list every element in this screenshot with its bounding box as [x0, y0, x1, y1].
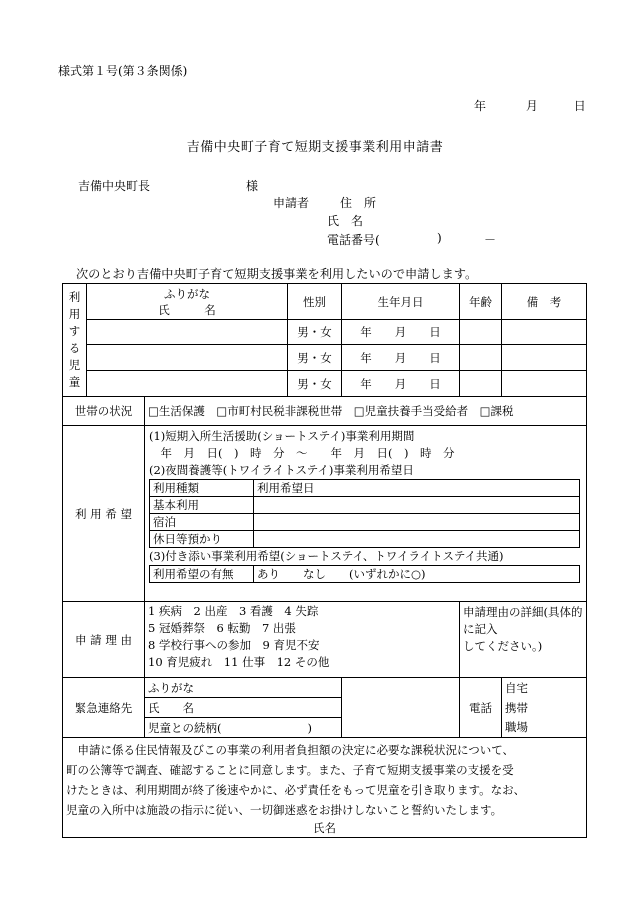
birth-header: 生年月日: [342, 284, 460, 320]
date-cell[interactable]: [254, 497, 580, 514]
twilight-title: (2)夜間養護等(トワイライトステイ)事業利用希望日: [149, 463, 414, 477]
birth-cell[interactable]: 年 月 日: [342, 345, 460, 371]
emergency-phone-label: 電話: [460, 678, 502, 738]
notes-header: 備 考: [502, 284, 587, 320]
child-name-cell[interactable]: [87, 345, 288, 371]
phone-dash: －: [484, 233, 497, 247]
application-form-table: [62, 283, 587, 838]
usage-row: [63, 426, 587, 602]
reason-line: 8 学校行事への参加 9 育児不安: [148, 638, 320, 652]
usage-content: [145, 426, 587, 602]
birth-cell[interactable]: 年 月 日: [342, 371, 460, 397]
consent-line: 児童の入所中は施設の指示に従い、一切御迷惑をお掛けしないこと誓約いたします。: [66, 802, 503, 817]
form-number-label: 様式第１号(第３条関係): [58, 64, 188, 78]
date-cell[interactable]: [254, 531, 580, 548]
signature-label: 氏名: [313, 820, 336, 835]
notes-cell[interactable]: [502, 320, 587, 345]
relation-label: 児童との続柄(: [148, 720, 222, 735]
phone-work[interactable]: 職場: [502, 718, 587, 738]
child-name-cell[interactable]: [87, 320, 288, 345]
gender-cell[interactable]: 男・女: [288, 371, 342, 397]
side-char: る: [68, 341, 81, 355]
reason-line: 5 冠婚葬祭 6 転勤 7 出張: [148, 621, 296, 635]
date-year: 年: [474, 99, 487, 113]
reason-row: [63, 602, 587, 678]
detail-line: してください。): [463, 639, 543, 653]
child-row: [63, 320, 587, 345]
notes-cell[interactable]: [502, 371, 587, 397]
honorific: 様: [246, 179, 259, 193]
usage-label: 利 用 希 望: [63, 426, 145, 602]
attend-label: 利用希望の有無: [150, 566, 254, 583]
reason-options[interactable]: [145, 602, 460, 678]
address-label: 住 所: [340, 196, 377, 210]
phone-mobile[interactable]: 携帯: [502, 698, 587, 718]
phone-home[interactable]: 自宅: [502, 678, 587, 698]
detail-line: 申請理由の詳細(具体的に記入: [463, 605, 583, 636]
reason-line: 10 育児疲れ 11 仕事 12 その他: [148, 655, 330, 669]
addressee: 吉備中央町長: [78, 179, 151, 193]
date-cell[interactable]: [254, 514, 580, 531]
short-stay-title: (1)短期入所生活援助(ショートステイ)事業利用期間: [149, 429, 415, 443]
child-row: [63, 371, 587, 397]
child-row: [63, 345, 587, 371]
attend-options[interactable]: あり なし (いずれかに○): [254, 566, 580, 583]
household-row: [63, 397, 587, 426]
reason-label: 申 請 理 由: [63, 602, 145, 678]
relation-close: ): [307, 720, 312, 735]
date-day: 日: [573, 99, 586, 113]
name-label: 氏 名: [158, 302, 216, 317]
type-basic: 基本利用: [150, 497, 254, 514]
child-header-row: [63, 284, 587, 320]
phone-label: 電話番号(: [327, 233, 380, 247]
age-header: 年齢: [460, 284, 502, 320]
consent-text: [63, 738, 587, 838]
emergency-label: 緊急連絡先: [63, 678, 145, 738]
side-char: す: [68, 324, 81, 338]
age-cell[interactable]: [460, 345, 502, 371]
document-title: 吉備中央町子育て短期支援事業利用申請書: [186, 140, 444, 155]
type-holiday: 休日等預かり: [150, 531, 254, 548]
notes-cell[interactable]: [502, 345, 587, 371]
short-stay-period[interactable]: 年 月 日( ) 時 分 ～ 年 月 日( ) 時 分: [149, 446, 455, 460]
reason-detail[interactable]: [460, 602, 587, 678]
reason-line: 1 疾病 2 出産 3 看護 4 失踪: [148, 604, 319, 618]
twilight-table: [149, 479, 580, 548]
phone-close-paren: ): [437, 231, 442, 245]
gender-header: 性別: [288, 284, 342, 320]
age-cell[interactable]: [460, 320, 502, 345]
date-header: 利用希望日: [254, 480, 580, 497]
consent-line: 申請に係る住民情報及びこの事業の利用者負担額の決定に必要な課税状況について、: [66, 742, 515, 757]
side-char: 用: [68, 307, 81, 321]
intro-text: 次のとおり吉備中央町子育て短期支援事業を利用したいので申請します。: [76, 267, 478, 281]
side-char: 児: [68, 358, 81, 372]
child-side-label: [63, 284, 87, 397]
side-char: 童: [68, 375, 81, 389]
type-header: 利用種類: [150, 480, 254, 497]
applicant-name-label: 氏 名: [327, 214, 364, 228]
side-char: 利: [68, 290, 81, 304]
date-line: [474, 97, 586, 114]
child-name-header: [87, 284, 288, 320]
furigana-label: ふりがな: [164, 286, 210, 301]
emergency-furigana[interactable]: ふりがな: [145, 678, 342, 698]
consent-line: 町の公簿等で調査、確認することに同意します。また、子育て短期支援事業の支援を受: [66, 762, 514, 777]
emergency-relation[interactable]: [145, 718, 342, 738]
household-options[interactable]: □生活保護 □市町村民税非課税世帯 □児童扶養手当受給者 □課税: [145, 397, 587, 426]
consent-row: [63, 738, 587, 838]
date-month: 月: [525, 99, 538, 113]
attend-title: (3)付き添い事業利用希望(ショートステイ、トワイライトステイ共通): [149, 549, 504, 563]
emergency-row: [63, 678, 587, 698]
gender-cell[interactable]: 男・女: [288, 345, 342, 371]
household-label: 世帯の状況: [63, 397, 145, 426]
age-cell[interactable]: [460, 371, 502, 397]
consent-line: けたときは、利用期間が終了後速やかに、必ず責任をもって児童を引き取ります。なお、: [66, 782, 526, 797]
attend-table: [149, 565, 580, 583]
emergency-name[interactable]: 氏 名: [145, 698, 342, 718]
type-overnight: 宿泊: [150, 514, 254, 531]
emergency-spacer: [342, 678, 460, 738]
gender-cell[interactable]: 男・女: [288, 320, 342, 345]
applicant-label: 申請者: [273, 196, 310, 210]
child-name-cell[interactable]: [87, 371, 288, 397]
birth-cell[interactable]: 年 月 日: [342, 320, 460, 345]
